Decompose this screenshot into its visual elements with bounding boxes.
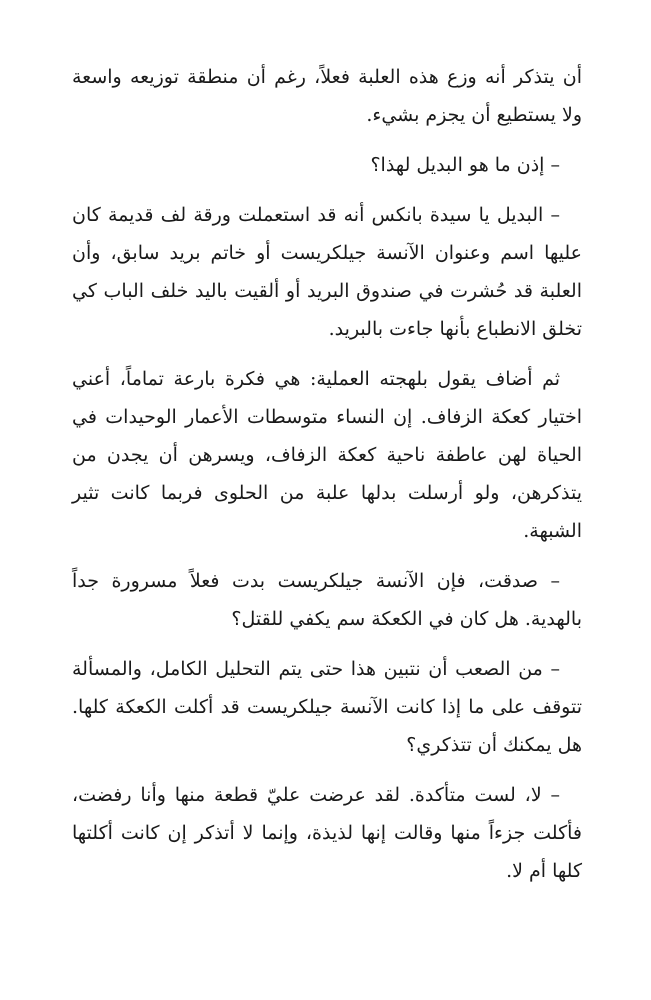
paragraph-continuation: أن يتذكر أنه وزع هذه العلبة فعلاً، رغم أن منطقة توزيعه واسعة ولا يستطيع أن يجزم بشيء.	[72, 66, 582, 126]
paragraph-dialogue-analysis: – من الصعب أن نتبين هذا حتى يتم التحليل الكامل، والمسألة تتوقف على ما إذا كانت الآنسة جيلكريست قد أكلت الكعكة كلها. هل يمكنك أن تتذكري؟	[72, 658, 582, 756]
paragraph-narration: ثم أضاف يقول بلهجته العملية: هي فكرة بارعة تماماً، أعني اختيار كعكة الزفاف. إن النساء متوسطات الأعمار الوحيدات في الحياة لهن عاطفة ناحية كعكة الزفاف، ويسرهن أن يجدن من يتذكرهن، ولو أرسلت بدلها علبة من الحلوى فربما كانت تثير الشبهة.	[72, 368, 582, 542]
paragraph-dialogue-alternative: – البديل يا سيدة بانكس أنه قد استعملت ورقة لف قديمة كان عليها اسم وعنوان الآنسة جيلكريست أو خاتم بريد سابق، وأن العلبة قد حُشرت في صندوق البريد أو ألقيت باليد خلف الباب كي تخلق الانطباع بأنها جاءت بالبريد.	[72, 204, 582, 340]
paragraph-dialogue-answer: – لا، لست متأكدة. لقد عرضت عليّ قطعة منها وأنا رفضت، فأكلت جزءاً منها وقالت إنها لذيذة، وإنما لا أتذكر إن كانت أكلتها كلها أم لا.	[72, 784, 582, 882]
paragraph-dialogue-poison: – صدقت، فإن الآنسة جيلكريست بدت فعلاً مسرورة جداً بالهدية. هل كان في الكعكة سم يكفي للقتل؟	[72, 570, 582, 630]
book-page	[72, 58, 582, 902]
paragraph-dialogue-question: – إذن ما هو البديل لهذا؟	[370, 154, 560, 176]
